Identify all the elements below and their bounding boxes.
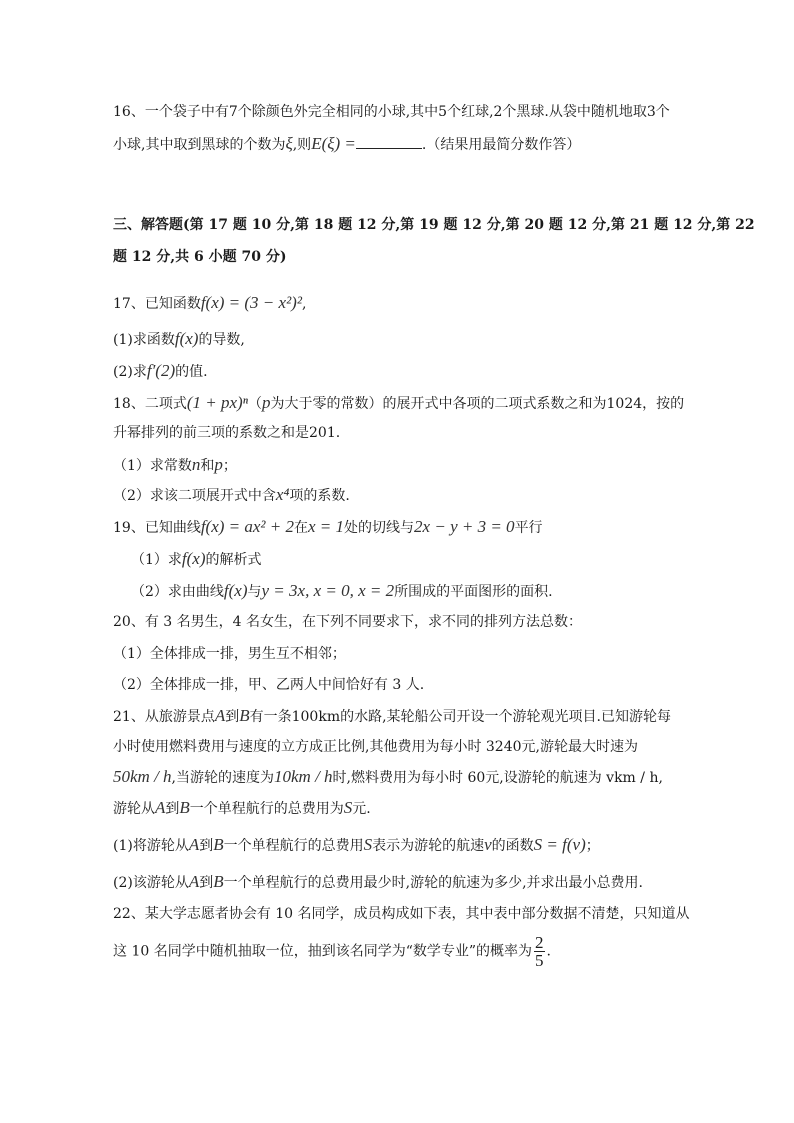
q22-line2-text-a: 这 10 名同学中随机抽取一位，抽到该名同学为“数学专业”的概率为	[113, 943, 533, 960]
q21-part1-v: v	[484, 835, 492, 854]
q19-curve-expr: f(x) = ax² + 2	[200, 517, 295, 536]
q18-binomial-expr: (1 + px)ⁿ	[186, 393, 249, 412]
q21-line1-A: A	[214, 706, 226, 725]
q21-speed-10: 10km / h	[274, 767, 333, 786]
q21-line3-text-b: ,当游轮的速度为	[171, 770, 274, 786]
q17-part2-text-a: (2)求	[113, 364, 147, 380]
q18-stem-text-a: 18、二项式	[113, 396, 187, 412]
q21-part2	[113, 872, 643, 893]
q18-stem-text-c: 为大于零的常数）的展开式中各项的二项式系数之和为1024，按的	[270, 396, 685, 412]
q21-line3	[113, 767, 663, 788]
q18-stem	[113, 393, 684, 414]
q19-stem-text-c: 处的切线与	[344, 520, 415, 536]
q20-part2: （2）全体排成一排，甲、乙两人中间恰好有 3 人.	[113, 677, 425, 693]
q21-line4-text-a: 游轮从	[113, 801, 155, 817]
q21-line2: 小时使用燃料费用与速度的立方成正比例,其他费用为每小时 3240元,游轮最大时速为	[113, 739, 638, 755]
q18-part1-p: p	[214, 455, 223, 474]
q21-part1-text-d: 表示为游轮的航速	[372, 838, 485, 854]
q19-part2-expr2: y = 3x, x = 0, x = 2	[261, 581, 395, 600]
q22-line2-text-b: .	[546, 943, 551, 960]
q21-line4-B: B	[179, 798, 190, 817]
q20-stem: 20、有 3 名男生，4 名女生，在下列不同要求下，求不同的排列方法总数：	[113, 614, 582, 630]
q17-function-expr: f(x) = (3 − x²)²	[200, 293, 302, 312]
q18-stem-p: p	[262, 393, 271, 412]
q17-stem-comma: ,	[301, 296, 307, 312]
q19-part2-text-a: （2）求由曲线	[131, 584, 224, 600]
q21-line1-B: B	[239, 706, 250, 725]
q18-part2	[113, 485, 350, 506]
section3-heading-line2: 题 12 分,共 6 小题 70 分)	[113, 249, 287, 265]
q21-line3-text-d: 时,燃料费用为每小时 60元,设游轮的航速为 vkm / h,	[332, 770, 663, 786]
q19-line-expr: 2x − y + 3 = 0	[414, 517, 515, 536]
q21-line4	[113, 798, 371, 819]
q20-part1: （1）全体排成一排，男生互不相邻；	[113, 646, 346, 662]
q19-part2-expr1: f(x)	[223, 581, 248, 600]
q21-part1	[113, 835, 600, 856]
q19-stem-text-b: 在	[294, 520, 309, 536]
q16-text-c: .（结果用最简分数作答）	[421, 137, 581, 153]
q16-line2	[113, 134, 580, 155]
q18-part2-text-a: （2）求该二项展开式中含	[113, 488, 276, 504]
q18-part1-text-e: ；	[222, 458, 237, 474]
q16-text-b: ,则	[292, 137, 312, 153]
q17-part2	[113, 361, 208, 382]
q22-line2	[113, 934, 551, 969]
q19-part1-text-b: 的解析式	[205, 552, 262, 568]
q22-fraction-denominator: 5	[535, 951, 544, 970]
q19-part2-text-c: 所围成的平面图形的面积.	[394, 584, 553, 600]
q16-xi: ξ	[285, 134, 293, 153]
q17-stem-text: 17、已知函数	[113, 296, 201, 312]
q18-part1-n: n	[191, 455, 201, 474]
q21-part1-text-f: ；	[585, 838, 600, 854]
q19-point-expr: x = 1	[308, 517, 345, 536]
q16-text-a: 小球,其中取到黑球的个数为	[113, 137, 286, 153]
q21-line4-text-b: 到	[165, 801, 180, 817]
q17-part1-text-b: 的导数,	[198, 332, 245, 348]
q21-part2-text-c: 一个单程航行的总费用最少时,游轮的航速为多少,并求出最小总费用.	[223, 875, 643, 891]
q21-line1-text-a: 21、从旅游景点	[113, 709, 215, 725]
q21-part2-text-b: 到	[199, 875, 214, 891]
q17-part1-expr: f(x)	[174, 329, 199, 348]
q19-part2	[131, 581, 553, 602]
q18-part1-text-c: 和	[200, 458, 215, 474]
section3-heading-line1: 三、解答题(第 17 题 10 分,第 18 题 12 分,第 19 题 12 分,第 20 题 12 分,第 21 题 12 分,第 22	[113, 217, 755, 233]
q21-part2-text-a: (2)该游轮从	[113, 875, 189, 891]
q22-probability-fraction	[534, 934, 545, 969]
q16-line1: 16、一个袋子中有7个除颜色外完全相同的小球,其中5个红球,2个黑球.从袋中随机地取3个	[113, 104, 670, 120]
q19-stem	[113, 517, 543, 538]
q21-line1	[113, 706, 671, 727]
q21-part1-B: B	[213, 835, 224, 854]
q16-expectation-expr: E(ξ) =	[311, 134, 356, 153]
q19-part2-text-b: 与	[247, 584, 262, 600]
q21-part2-A: A	[188, 872, 200, 891]
q19-stem-text-a: 19、已知曲线	[113, 520, 201, 536]
q17-part1	[113, 329, 245, 350]
q19-part1-text-a: （1）求	[131, 552, 182, 568]
q19-part1-expr: f(x)	[181, 549, 206, 568]
q18-part2-expr: x⁴	[275, 485, 290, 504]
q16-answer-blank	[356, 134, 422, 149]
q21-part1-text-e: 的函数	[491, 838, 534, 854]
q18-stem-text-b: （	[248, 396, 263, 412]
q21-line4-A: A	[155, 798, 166, 817]
q21-max-speed: 50km / h	[113, 767, 172, 786]
q17-part1-text-a: (1)求函数	[113, 332, 175, 348]
q21-line4-text-d: 元.	[352, 801, 371, 817]
q18-line2: 升幂排列的前三项的系数之和是201.	[113, 425, 341, 441]
q22-line1: 22、某大学志愿者协会有 10 名同学，成员构成如下表，其中表中部分数据不清楚，只知道从	[113, 906, 690, 922]
q21-line4-text-c: 一个单程航行的总费用为	[189, 801, 344, 817]
q17-stem	[113, 293, 306, 314]
q21-part1-text-a: (1)将游轮从	[113, 838, 189, 854]
q21-part1-expr: S = f(v)	[533, 835, 586, 854]
q18-part2-text-b: 项的系数.	[289, 488, 350, 504]
q21-part1-text-b: 到	[199, 838, 214, 854]
q17-part2-expr: f′(2)	[146, 361, 176, 380]
q21-line1-text-c: 有一条100km的水路,某轮船公司开设一个游轮观光项目.已知游轮每	[249, 709, 671, 725]
q21-line4-S: S	[343, 798, 353, 817]
q17-part2-text-b: 的值.	[175, 364, 208, 380]
q22-fraction-numerator: 2	[535, 933, 544, 952]
q21-part2-B: B	[213, 872, 224, 891]
q21-part1-S: S	[363, 835, 373, 854]
q18-part1-text-a: （1）求常数	[113, 458, 192, 474]
q19-part1	[131, 549, 262, 570]
q18-part1	[113, 455, 237, 476]
q21-line1-text-b: 到	[225, 709, 240, 725]
q21-part1-text-c: 一个单程航行的总费用	[223, 838, 364, 854]
q19-stem-text-d: 平行	[514, 520, 543, 536]
q21-part1-A: A	[188, 835, 200, 854]
